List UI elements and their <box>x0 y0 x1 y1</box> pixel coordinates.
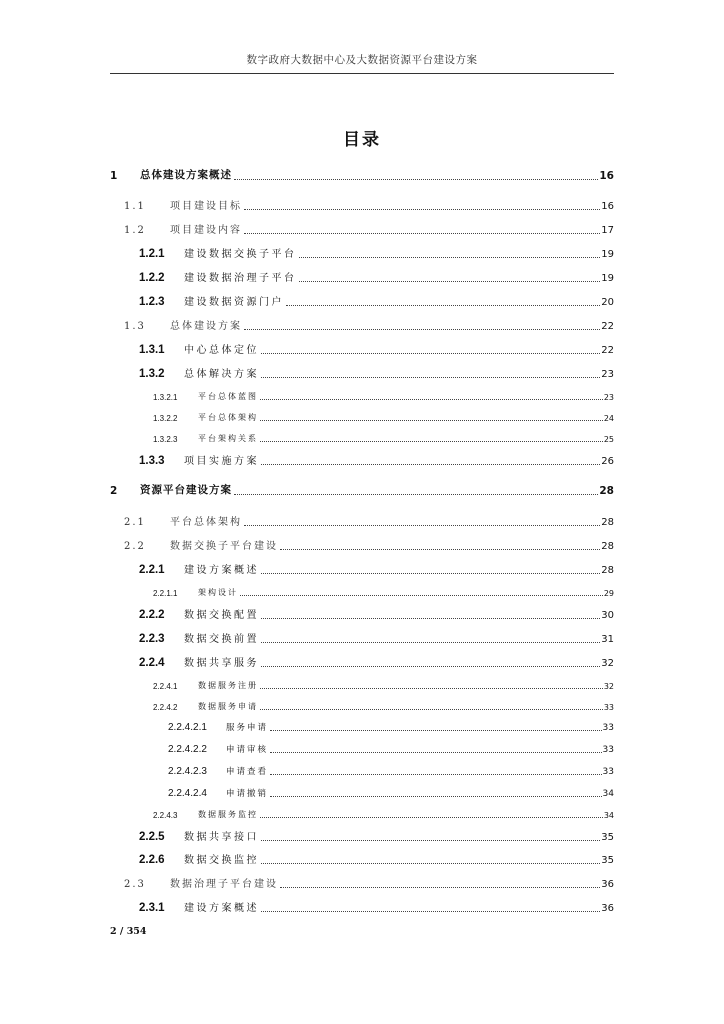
toc-entry-number: 1.2.1 <box>139 248 165 260</box>
toc-entry[interactable] <box>0 293 724 309</box>
toc-leader-dots <box>261 642 600 643</box>
toc-entry-number: 2.2.1 <box>139 564 165 576</box>
toc-entry-label: 数据服务申请 <box>198 702 258 711</box>
toc-entry-number: 1.3.2.3 <box>153 435 178 444</box>
toc-entry[interactable] <box>0 561 724 577</box>
toc-entry-page: 28 <box>601 517 614 528</box>
toc-leader-dots <box>260 709 603 710</box>
toc-entry-page: 24 <box>603 414 614 423</box>
toc-leader-dots <box>286 305 600 306</box>
toc-entry-number: 2.2.3 <box>139 633 165 645</box>
toc-entry-label: 资源平台建设方案 <box>140 484 232 496</box>
toc-entry-label: 数据共享服务 <box>184 658 259 669</box>
toc-leader-dots <box>261 377 600 378</box>
toc-entry[interactable] <box>0 482 724 498</box>
toc-leader-dots <box>261 863 600 864</box>
toc-entry[interactable] <box>0 537 724 553</box>
page-indicator: 2 / 354 <box>110 926 147 937</box>
toc-entry-number: 2.2 <box>124 541 146 552</box>
toc-leader-dots <box>270 752 602 753</box>
toc-leader-dots <box>260 420 603 421</box>
toc-leader-dots <box>261 840 600 841</box>
toc-entry[interactable] <box>0 851 724 867</box>
toc-entry[interactable] <box>0 630 724 646</box>
header-divider <box>110 73 614 74</box>
toc-entry-number: 1.3.3 <box>139 455 165 467</box>
toc-entry-page: 36 <box>601 879 614 890</box>
toc-leader-dots <box>234 179 598 180</box>
toc-entry-label: 数据服务监控 <box>198 810 258 819</box>
toc-leader-dots <box>261 353 600 354</box>
toc-leader-dots <box>270 730 602 731</box>
toc-entry-page: 28 <box>601 541 614 552</box>
toc-entry-label: 数据交换监控 <box>184 855 259 866</box>
toc-leader-dots <box>234 494 598 495</box>
toc-title: 目录 <box>343 130 381 150</box>
toc-entry[interactable] <box>0 408 724 424</box>
toc-entry-page: 30 <box>601 610 614 621</box>
toc-entry-number: 2.2.2 <box>139 609 165 621</box>
toc-entry[interactable] <box>0 654 724 670</box>
toc-entry-page: 26 <box>601 456 614 467</box>
toc-leader-dots <box>261 911 600 912</box>
toc-entry[interactable] <box>0 387 724 403</box>
toc-entry-page: 35 <box>601 832 614 843</box>
toc-entry[interactable] <box>0 221 724 237</box>
toc-entry-page: 19 <box>601 273 614 284</box>
toc-entry-number: 2.2.1.1 <box>153 589 178 598</box>
toc-leader-dots <box>244 209 600 210</box>
toc-leader-dots <box>280 549 600 550</box>
toc-entry-label: 总体解决方案 <box>184 369 259 380</box>
toc-entry-page: 31 <box>601 634 614 645</box>
toc-entry-label: 数据治理子平台建设 <box>170 879 278 890</box>
toc-entry[interactable] <box>0 676 724 692</box>
toc-entry[interactable] <box>0 828 724 844</box>
toc-entry[interactable] <box>0 452 724 468</box>
page-header-title: 数字政府大数据中心及大数据资源平台建设方案 <box>246 54 478 66</box>
toc-leader-dots <box>270 796 602 797</box>
toc-entry-label: 服务申请 <box>226 723 269 733</box>
toc-entry-number: 1.2.3 <box>139 296 165 308</box>
toc-entry-label: 架构设计 <box>198 588 238 597</box>
toc-entry-page: 32 <box>603 682 614 691</box>
toc-entry[interactable] <box>0 269 724 285</box>
toc-entry-page: 33 <box>603 703 614 712</box>
toc-entry-label: 建设数据治理子平台 <box>184 273 297 284</box>
toc-leader-dots <box>261 464 600 465</box>
toc-entry-label: 项目实施方案 <box>184 456 259 467</box>
toc-entry-label: 建设方案概述 <box>184 565 259 576</box>
toc-entry[interactable] <box>0 762 724 778</box>
toc-entry-number: 2.2.4.2.1 <box>168 722 207 733</box>
toc-entry-number: 1.3.1 <box>139 344 165 356</box>
toc-entry[interactable] <box>0 317 724 333</box>
toc-entry-page: 29 <box>603 589 614 598</box>
toc-leader-dots <box>261 618 600 619</box>
toc-entry-label: 数据共享接口 <box>184 832 259 843</box>
toc-entry-page: 17 <box>601 225 614 236</box>
toc-entry-page: 36 <box>601 903 614 914</box>
toc-entry-number: 2.2.4.2 <box>153 703 178 712</box>
toc-leader-dots <box>299 281 600 282</box>
toc-entry[interactable] <box>0 583 724 599</box>
toc-entry-number: 2.2.6 <box>139 854 165 866</box>
toc-entry[interactable] <box>0 606 724 622</box>
toc-leader-dots <box>280 887 600 888</box>
toc-entry-label: 总体建设方案概述 <box>140 169 232 181</box>
toc-entry-number: 2.3 <box>124 879 146 890</box>
toc-entry[interactable] <box>0 899 724 915</box>
toc-entry-page: 33 <box>602 723 614 733</box>
toc-entry-page: 23 <box>603 393 614 402</box>
toc-entry[interactable] <box>0 697 724 713</box>
toc-entry-page: 34 <box>603 811 614 820</box>
toc-entry-number: 2.2.4.3 <box>153 811 178 820</box>
toc-entry-label: 数据交换前置 <box>184 634 259 645</box>
toc-leader-dots <box>299 257 600 258</box>
toc-entry-number: 2.2.4.2.2 <box>168 744 207 755</box>
toc-entry-number: 2.1 <box>124 517 146 528</box>
toc-entry-label: 数据服务注册 <box>198 681 258 690</box>
toc-entry[interactable] <box>0 875 724 891</box>
toc-entry[interactable] <box>0 805 724 821</box>
toc-entry-page: 28 <box>601 565 614 576</box>
toc-entry-number: 1.3.2.2 <box>153 414 178 423</box>
toc-entry-page: 34 <box>602 789 614 799</box>
toc-entry-page: 20 <box>601 297 614 308</box>
toc-entry-page: 23 <box>601 369 614 380</box>
toc-entry-label: 平台总体架构 <box>170 517 242 528</box>
toc-leader-dots <box>270 774 602 775</box>
toc-entry-number: 1.3.2.1 <box>153 393 178 402</box>
toc-entry-label: 中心总体定位 <box>184 345 259 356</box>
toc-entry-page: 33 <box>602 745 614 755</box>
toc-entry-label: 项目建设内容 <box>170 225 242 236</box>
toc-entry-label: 总体建设方案 <box>170 321 242 332</box>
toc-entry-number: 2.2.5 <box>139 831 165 843</box>
toc-leader-dots <box>240 595 603 596</box>
toc-entry-label: 项目建设目标 <box>170 201 242 212</box>
toc-entry-label: 建设数据交换子平台 <box>184 249 297 260</box>
toc-entry[interactable] <box>0 341 724 357</box>
toc-entry-label: 平台架构关系 <box>198 434 258 443</box>
toc-entry-label: 平台总体蓝图 <box>198 392 258 401</box>
toc-leader-dots <box>261 573 600 574</box>
toc-entry-label: 数据交换配置 <box>184 610 259 621</box>
toc-entry-page: 22 <box>601 345 614 356</box>
toc-entry-page: 16 <box>599 170 614 182</box>
toc-entry[interactable] <box>0 784 724 800</box>
toc-entry[interactable] <box>0 245 724 261</box>
toc-entry-page: 19 <box>601 249 614 260</box>
toc-entry-page: 33 <box>602 767 614 777</box>
toc-entry-number: 2.2.4 <box>139 657 165 669</box>
toc-entry-page: 22 <box>601 321 614 332</box>
toc-entry-number: 2.2.4.2.4 <box>168 788 207 799</box>
toc-entry-label: 建设方案概述 <box>184 903 259 914</box>
toc-entry[interactable] <box>0 513 724 529</box>
toc-entry-number: 1.3 <box>124 321 146 332</box>
toc-entry-number: 1.1 <box>124 201 146 212</box>
toc-entry[interactable] <box>0 365 724 381</box>
toc-entry[interactable] <box>0 197 724 213</box>
toc-leader-dots <box>261 666 600 667</box>
toc-entry-label: 建设数据资源门户 <box>184 297 284 308</box>
toc-entry-number: 1.2.2 <box>139 272 165 284</box>
toc-leader-dots <box>260 399 603 400</box>
toc-entry-page: 35 <box>601 855 614 866</box>
toc-entry-page: 32 <box>601 658 614 669</box>
toc-entry-number: 1.3.2 <box>139 368 165 380</box>
toc-leader-dots <box>260 817 603 818</box>
toc-entry-number: 2 <box>110 485 118 497</box>
toc-entry[interactable] <box>0 167 724 183</box>
toc-entry-label: 数据交换子平台建设 <box>170 541 278 552</box>
toc-leader-dots <box>244 233 600 234</box>
toc-leader-dots <box>244 329 600 330</box>
toc-entry[interactable] <box>0 740 724 756</box>
toc-entry-page: 28 <box>599 485 614 497</box>
toc-leader-dots <box>260 688 603 689</box>
toc-entry-label: 申请审核 <box>226 745 269 755</box>
toc-entry-number: 2.2.4.2.3 <box>168 766 207 777</box>
toc-entry-number: 1.2 <box>124 225 146 236</box>
toc-entry[interactable] <box>0 718 724 734</box>
toc-entry-page: 16 <box>601 201 614 212</box>
toc-entry-page: 25 <box>603 435 614 444</box>
toc-leader-dots <box>244 525 600 526</box>
toc-entry-number: 2.3.1 <box>139 902 165 914</box>
toc-entry-label: 申请查看 <box>226 767 269 777</box>
toc-entry[interactable] <box>0 429 724 445</box>
toc-entry-label: 平台总体架构 <box>198 413 258 422</box>
toc-leader-dots <box>260 441 603 442</box>
toc-entry-number: 2.2.4.1 <box>153 682 178 691</box>
toc-entry-number: 1 <box>110 170 118 182</box>
toc-entry-label: 申请撤销 <box>226 789 269 799</box>
